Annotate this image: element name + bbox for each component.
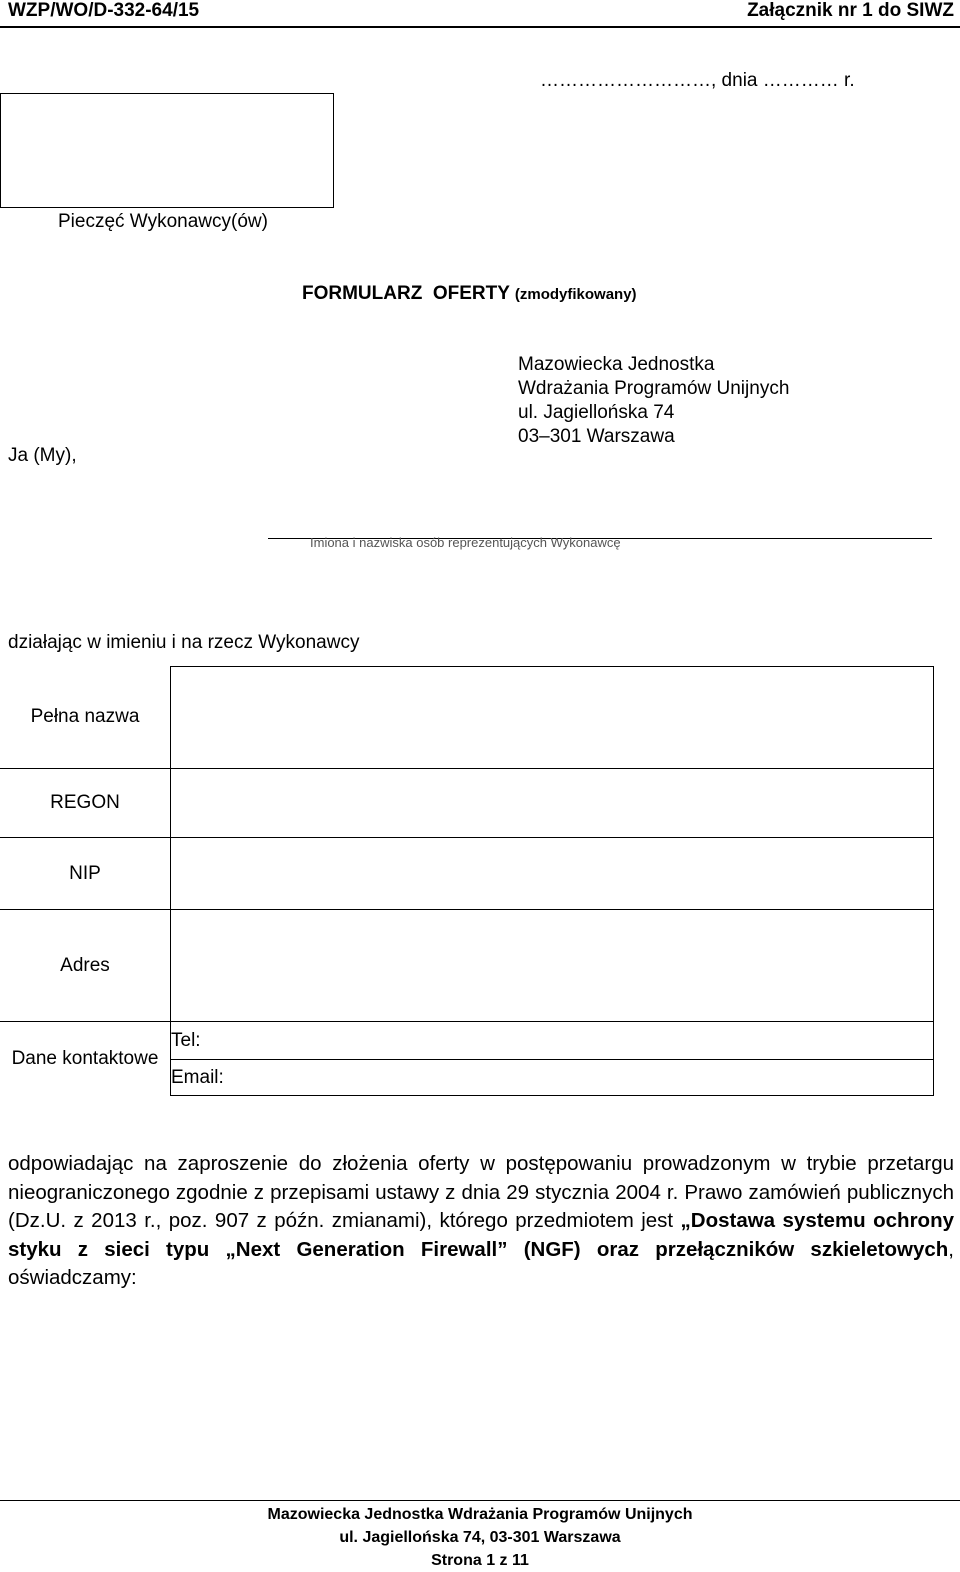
email-label: Email:: [171, 1066, 224, 1088]
table-row: [0, 769, 934, 838]
table-row: [0, 910, 934, 1022]
nip-label: NIP: [0, 838, 171, 910]
stamp-box: [0, 93, 334, 208]
page-footer: [0, 1503, 960, 1572]
regon-field[interactable]: [171, 769, 934, 838]
address-field[interactable]: [171, 910, 934, 1022]
footer-divider: [0, 1500, 960, 1501]
table-row: [0, 1022, 934, 1060]
form-title-main: FORMULARZ OFERTY: [302, 283, 510, 304]
email-field[interactable]: [171, 1060, 934, 1096]
address-line-3: ul. Jagiellońska 74: [518, 402, 675, 423]
address-line-1: Mazowiecka Jednostka: [518, 354, 715, 375]
tel-label: Tel:: [171, 1029, 201, 1051]
paragraph-subject: „Dostawa systemu ochrony styku z sieci typu „Next Generation Firewall” (NGF) oraz przełączników szkieletowych: [8, 1209, 954, 1261]
annex-label: Załącznik nr 1 do SIWZ: [747, 0, 954, 21]
paragraph-intro: odpowiadając na zaproszenie do złożenia oferty w postępowaniu prowadzonym w trybie przetargu nieograniczonego zgodnie z przepisami ustawy z dnia 29 stycznia 2004 r. Prawo zamówień publicznych (Dz.U. z 2013 r., poz. 907 z późn. zmianami), którego przedmiotem jest: [8, 1152, 954, 1232]
acting-on-behalf: działając w imieniu i na rzecz Wykonawcy: [8, 632, 360, 653]
form-title: [302, 283, 637, 305]
table-row: [0, 838, 934, 910]
address-line-2: Wdrażania Programów Unijnych: [518, 378, 790, 399]
table-row: [0, 667, 934, 769]
date-line: ………………………, dnia ………… r.: [540, 70, 855, 91]
paragraph-outro: , oświadczamy:: [8, 1237, 954, 1289]
address-line-4: 03–301 Warszawa: [518, 426, 675, 447]
full-name-field[interactable]: [171, 667, 934, 769]
ja-my-label: Ja (My),: [8, 445, 77, 466]
footer-org: Mazowiecka Jednostka Wdrażania Programów Unijnych: [267, 1506, 693, 1523]
nip-field[interactable]: [171, 838, 934, 910]
contractor-info-table: [0, 666, 934, 1096]
names-caption: Imiona i nazwiska osób reprezentujących Wykonawcę: [310, 535, 621, 550]
recipient-address: [518, 353, 789, 449]
regon-label: REGON: [0, 769, 171, 838]
page-number: Strona 1 z 11: [431, 1552, 529, 1569]
header-divider: [0, 26, 960, 28]
footer-address: ul. Jagiellońska 74, 03-301 Warszawa: [339, 1529, 621, 1546]
document-reference: WZP/WO/D-332-64/15: [8, 0, 200, 21]
tel-field[interactable]: [171, 1022, 934, 1060]
form-title-sub: (zmodyfikowany): [514, 286, 637, 303]
contact-label: Dane kontaktowe: [0, 1022, 171, 1096]
offer-paragraph: [8, 1150, 954, 1293]
full-name-label: Pełna nazwa: [0, 667, 171, 769]
address-label: Adres: [0, 910, 171, 1022]
stamp-label: Pieczęć Wykonawcy(ów): [58, 211, 268, 232]
